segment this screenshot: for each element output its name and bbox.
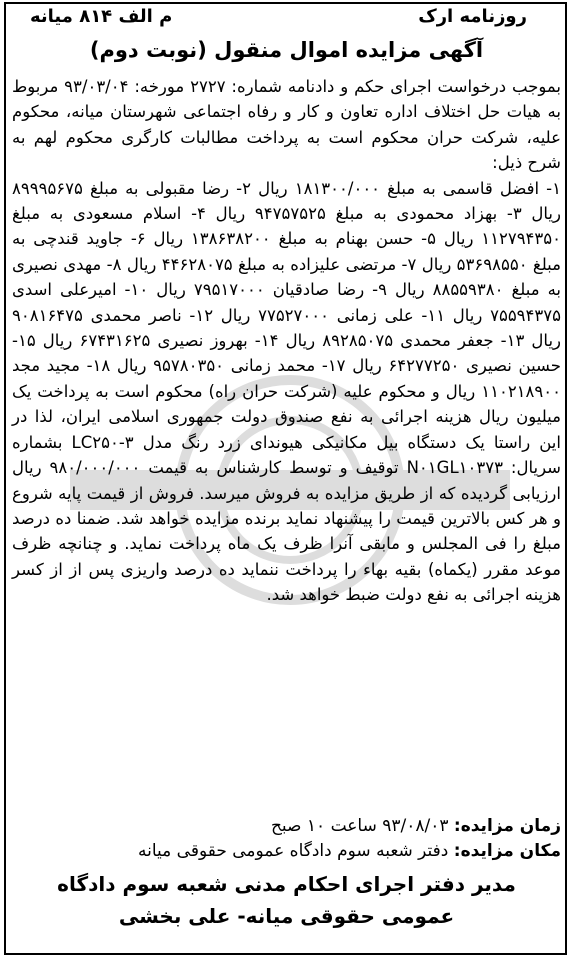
auction-time-label: زمان مزایده: (453, 816, 561, 836)
auction-place-row (12, 839, 561, 864)
auction-time-row (12, 814, 561, 839)
claimants-paragraph: ۱- افضل قاسمی به مبلغ ۱۸۱۳۰۰/۰۰۰ ریال ۲- رضا مقبولی به مبلغ ۸۹۹۹۵۶۷۵ ریال ۳- بهزاد محمودی به مبلغ ۹۴۷۵۷۵۲۵ ریال ۴- اسلام مسعودی به مبلغ ۱۱۲۷۹۴۳۵۰ ریال ۵- حسن بهنام به مبلغ ۱۳۸۶۳۸۲۰۰ ریال ۶- جاوید قندچی به مبلغ ۵۳۶۹۸۵۵۰ ریال ۷- مرتضی علیزاده به مبلغ ۴۴۶۲۸۰۷۵ ریال ۸- مهدی نصیری به مبلغ ۸۸۵۵۹۳۸۰ ریال ۹- رضا صادقیان ۷۹۵۱۷۰۰۰ ریال ۱۰- امیرعلی اسدی ۷۵۵۹۴۳۷۵ ریال ۱۱- علی زمانی ۷۷۵۲۷۰۰۰ ریال ۱۲- ناصر محمدی ۹۰۸۱۶۴۷۵ ریال ۱۳- جعفر محمدی ۸۹۲۸۵۰۷۵ ریال ۱۴- بهروز نصیری ۶۷۴۳۱۶۲۵ ریال ۱۵- حسین نصیری ۶۴۲۷۷۲۵۰ ریال ۱۷- محمد زمانی ۹۵۷۸۰۳۵۰ ریال ۱۸- مجید مجد ۱۱۰۲۱۸۹۰۰ ریال و محکوم علیه (شرکت حران راه) محکوم است به پرداخت یک میلیون ریال هزینه اجرائی به نفع صندوق دولت جمهوری اسلامی ایران، لذا در این راستا یک دستگاه بیل مکانیکی هیوندای زرد رنگ مدل LC۲۵۰-۳ بشماره سریال: N۰۱GL۱۰۳۷۳ توقیف و توسط کارشناس به قیمت ۹۸۰/۰۰۰/۰۰۰ ریال ارزیابی گردیده که از طریق مزایده به فروش میرسد. فروش از قیمت پایه شروع و هر کس بالاترین قیمت را پیشنهاد نماید برنده مزایده خواهد شد. ضمنا ده درصد مبلغ را فی المجلس و مابقی آنرا ظرف یک ماه پرداخت نماید. و چنانچه ظرف موعد مقرر (یکماه) بقیه بهاء را پرداخت ننماید ده درصد واریزی پس از از کسر هزینه اجرائی به نفع دولت ضبط خواهد شد. (12, 178, 562, 605)
auction-place-label: مکان مزایده: (453, 841, 561, 861)
auction-schedule (12, 814, 561, 864)
notice-body (12, 74, 561, 608)
auction-time-value: ۹۳/۰۸/۰۳ ساعت ۱۰ صبح (270, 816, 449, 836)
signature-block (12, 868, 561, 932)
auction-place-value: دفتر شعبه سوم دادگاه عمومی حقوقی میانه (137, 841, 449, 861)
signature-line-2: عمومی حقوقی میانه- علی بخشی (118, 904, 455, 928)
intro-paragraph: بموجب درخواست اجرای حکم و دادنامه شماره: ۲۷۲۷ مورخه: ۹۳/۰۳/۰۴ مربوط به هیات حل اختلاف اداره تعاون و کار و رفاه اجتماعی شهرستان میانه، محکوم علیه، شرکت حران محکوم است به پرداخت مطالبات کارگری محکوم لهم به شرح ذیل: (12, 77, 562, 173)
notice-title: آگهی مزایده اموال منقول (نوبت دوم) (89, 38, 484, 62)
newspaper-name: روزنامه ارک (418, 6, 527, 27)
signature-line-1: مدیر دفتر اجرای احکام مدنی شعبه سوم دادگاه (57, 872, 516, 896)
header-row (10, 6, 563, 34)
issue-code: م الف ۸۱۴ میانه (30, 6, 173, 27)
